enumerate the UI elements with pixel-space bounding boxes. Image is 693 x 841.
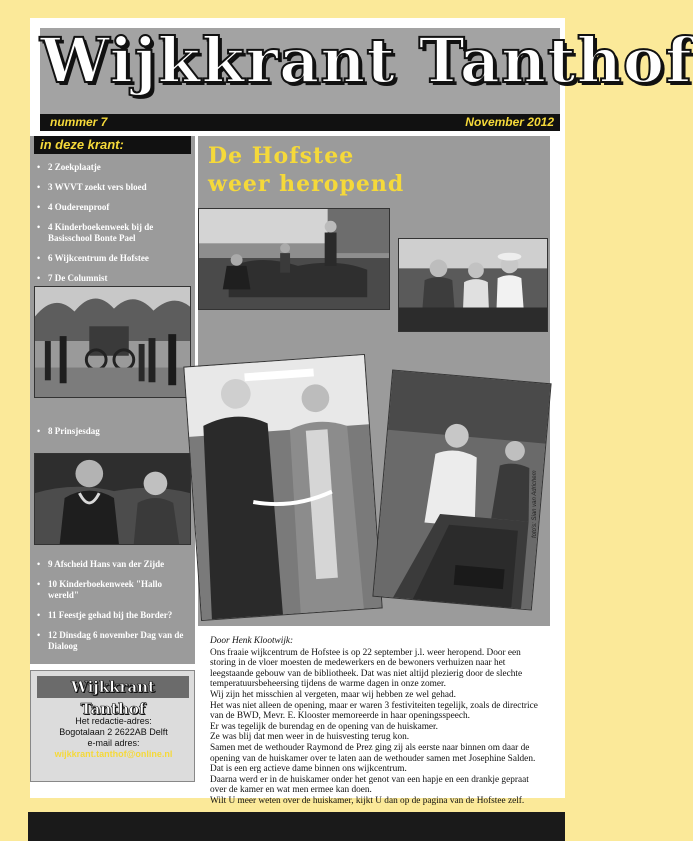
toc-item[interactable]: • 12 Dinsdag 6 november Dag van de Dialoog (35, 630, 190, 652)
feature-panel (198, 136, 550, 626)
contents-sidebar (30, 136, 195, 664)
article-paragraph: Ons fraaie wijkcentrum de Hofstee is op 22 september j.l. weer heropend. Door een storing in de vloer moesten de medewerkers en de bewoners verhuizen naar het leegstaande gebouw van de bibliotheek. Dat was niet altijd plezierig door de slechte temperatuursbeheersing tijdens de warme dagen in onze zomer. (210, 647, 523, 690)
toc-item[interactable]: • 4 Ouderenproof (35, 202, 190, 213)
photo-buffet (398, 238, 548, 332)
ad-banner-title: Wijkkrant Tanthof (37, 676, 189, 698)
photo-ribbon-cutting (183, 354, 382, 621)
toc-item[interactable]: • 3 WVVT zoekt vers bloed (35, 182, 190, 193)
editorial-address-box (30, 670, 195, 782)
ad-line: Bogotalaan 2 2622AB Delft (59, 727, 168, 737)
ad-line: Het redactie-adres: (75, 716, 152, 726)
photo-gardening (198, 208, 390, 310)
ad-line: e-mail adres: (87, 738, 140, 748)
footer-bar (28, 812, 565, 841)
ad-address (31, 716, 196, 760)
article-byline: Door Henk Klootwijk: (210, 636, 294, 646)
toc-item[interactable]: • 8 Prinsjesdag (35, 426, 190, 437)
article-paragraph: Wij zijn het misschien al vergeten, maar wij hebben ze wel gehad. (210, 689, 456, 700)
page-content (20, 18, 693, 808)
article-paragraph: Wilt U meer weten over de huiskamer, kijkt U dan op de pagina van de Hofstee zelf. (210, 795, 525, 806)
toc-item[interactable]: • 11 Feestje gehad bij the Border? (35, 610, 190, 621)
headline-line: De Hofstee (208, 143, 355, 169)
toc-item[interactable]: • 9 Afscheid Hans van der Zijde (35, 559, 190, 570)
toc-list-1 (35, 162, 190, 293)
toc-header: in deze krant: (34, 136, 191, 154)
photo-farewell-mayor (34, 453, 191, 545)
headline-line: weer heropend (208, 171, 405, 197)
toc-item[interactable]: • 6 Wijkcentrum de Hofstee (35, 253, 190, 264)
issue-number: nummer 7 (50, 115, 108, 129)
photo-shuffleboard (372, 369, 551, 610)
photo-parade-carriage (34, 286, 191, 398)
toc-item[interactable]: • 4 Kinderboekenweek bij de Basisschool Bonte Pael (35, 222, 190, 244)
ad-email-link[interactable]: wijkkrant.tanthof@online.nl (54, 749, 173, 759)
article-paragraph: Het was niet alleen de opening, maar er waren 3 festiviteiten tegelijk, zoals de directrice van de BWD, Mevr. E. Klooster memoreerde in haar openingsspeech. (210, 700, 538, 722)
issue-date: November 2012 (465, 115, 554, 129)
photo-credit: foto's: Sian van Adrichem (532, 470, 538, 538)
article-paragraph: Ze was blij dat men weer in de huisvesting terug kon. (210, 732, 410, 743)
article-paragraph: Daarna werd er in de huiskamer onder het genot van een hapje en een drankje gepraat over de kamer en wat men ermee kan doen. (210, 774, 529, 796)
toc-list-2 (35, 426, 190, 446)
toc-item[interactable]: • 10 Kinderboekenweek "Hallo wereld" (35, 579, 190, 601)
masthead-title: Wijkkrant Tanthof (40, 24, 693, 97)
toc-item[interactable]: • 7 De Columnist (35, 273, 190, 284)
article-body (210, 636, 545, 807)
toc-list-3 (35, 559, 190, 661)
article-paragraph: Samen met de wethouder Raymond de Prez ging zij als eerste naar binnen om daar de opening van de huiskamer over te laten aan de wethouder samen met Josephine Salden. Dat is een erg actieve dame binnen ons wijkcentrum. (210, 742, 536, 775)
feature-headline (208, 142, 404, 198)
toc-item[interactable]: • 2 Zoekplaatje (35, 162, 190, 173)
article-paragraph: Er was tegelijk de burendag en de opening van de huiskamer. (210, 721, 438, 732)
